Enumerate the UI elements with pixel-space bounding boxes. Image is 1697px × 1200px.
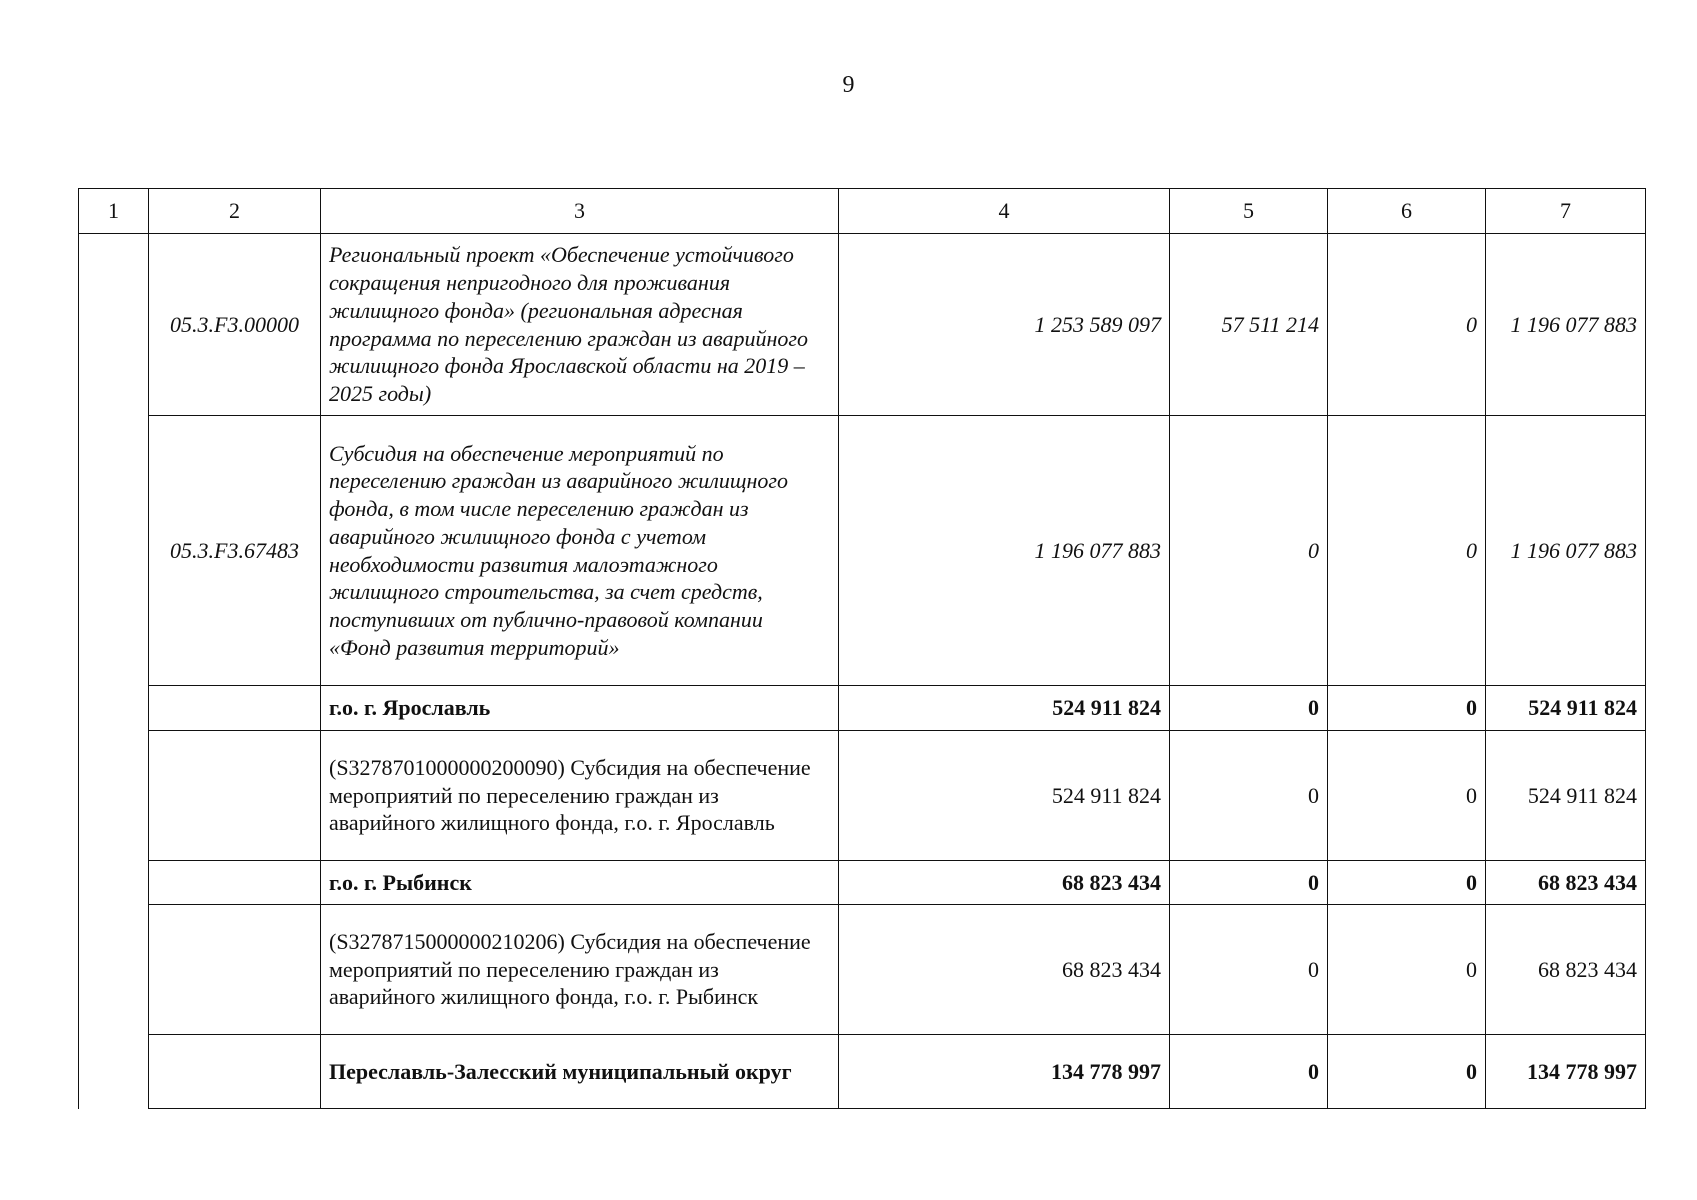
column-header: 5 [1170,189,1328,234]
code-cell [149,905,321,1035]
value-cell-6: 0 [1328,416,1486,686]
value-cell-6: 0 [1328,234,1486,416]
value-cell-7: 1 196 077 883 [1486,416,1646,686]
value-cell-4: 524 911 824 [839,686,1170,731]
table-row [79,1035,1646,1109]
table-row [79,905,1646,1035]
code-cell [149,686,321,731]
table-row [79,731,1646,861]
value-cell-5: 0 [1170,416,1328,686]
value-cell-7: 68 823 434 [1486,905,1646,1035]
code-cell [149,731,321,861]
value-cell-7: 524 911 824 [1486,686,1646,731]
value-cell-4: 134 778 997 [839,1035,1170,1109]
value-cell-7: 68 823 434 [1486,861,1646,905]
value-cell-4: 1 253 589 097 [839,234,1170,416]
value-cell-4: 68 823 434 [839,861,1170,905]
description-cell: г.о. г. Ярославль [321,686,839,731]
value-cell-5: 57 511 214 [1170,234,1328,416]
description-cell: Региональный проект «Обеспечение устойчивого сокращения непригодного для проживания жилищного фонда» (региональная адресная программа по переселению граждан из аварийного жилищного фонда Ярославской области на 2019 – 2025 годы) [321,234,839,416]
value-cell-5: 0 [1170,686,1328,731]
value-cell-7: 134 778 997 [1486,1035,1646,1109]
description-cell: г.о. г. Рыбинск [321,861,839,905]
description-cell: (S3278715000000210206) Субсидия на обеспечение мероприятий по переселению граждан из аварийного жилищного фонда, г.о. г. Рыбинск [321,905,839,1035]
table-row [79,686,1646,731]
value-cell-5: 0 [1170,905,1328,1035]
description-cell: (S3278701000000200090) Субсидия на обеспечение мероприятий по переселению граждан из аварийного жилищного фонда, г.о. г. Ярославль [321,731,839,861]
value-cell-7: 524 911 824 [1486,731,1646,861]
page-number: 9 [842,72,855,98]
value-cell-4: 524 911 824 [839,731,1170,861]
value-cell-6: 0 [1328,861,1486,905]
description-cell: Переславль-Залесский муниципальный округ [321,1035,839,1109]
table-row [79,234,1646,416]
value-cell-5: 0 [1170,861,1328,905]
column-header: 2 [149,189,321,234]
value-cell-6: 0 [1328,905,1486,1035]
column-header: 6 [1328,189,1486,234]
value-cell-6: 0 [1328,731,1486,861]
table-row [79,416,1646,686]
code-cell: 05.3.F3.00000 [149,234,321,416]
table-row [79,861,1646,905]
code-cell [149,1035,321,1109]
column-1-cell [79,234,149,1109]
column-header: 7 [1486,189,1646,234]
budget-table [78,188,1646,1109]
value-cell-5: 0 [1170,731,1328,861]
code-cell: 05.3.F3.67483 [149,416,321,686]
column-header: 3 [321,189,839,234]
description-cell: Субсидия на обеспечение мероприятий по переселению граждан из аварийного жилищного фонда, в том числе переселению граждан из аварийного жилищного фонда с учетом необходимости развития малоэтажного жилищного строительства, за счет средств, поступивших от публично-правовой компании «Фонд развития территорий» [321,416,839,686]
value-cell-6: 0 [1328,1035,1486,1109]
column-header: 4 [839,189,1170,234]
value-cell-7: 1 196 077 883 [1486,234,1646,416]
header-row [79,189,1646,234]
value-cell-4: 1 196 077 883 [839,416,1170,686]
value-cell-4: 68 823 434 [839,905,1170,1035]
code-cell [149,861,321,905]
column-header: 1 [79,189,149,234]
value-cell-6: 0 [1328,686,1486,731]
value-cell-5: 0 [1170,1035,1328,1109]
